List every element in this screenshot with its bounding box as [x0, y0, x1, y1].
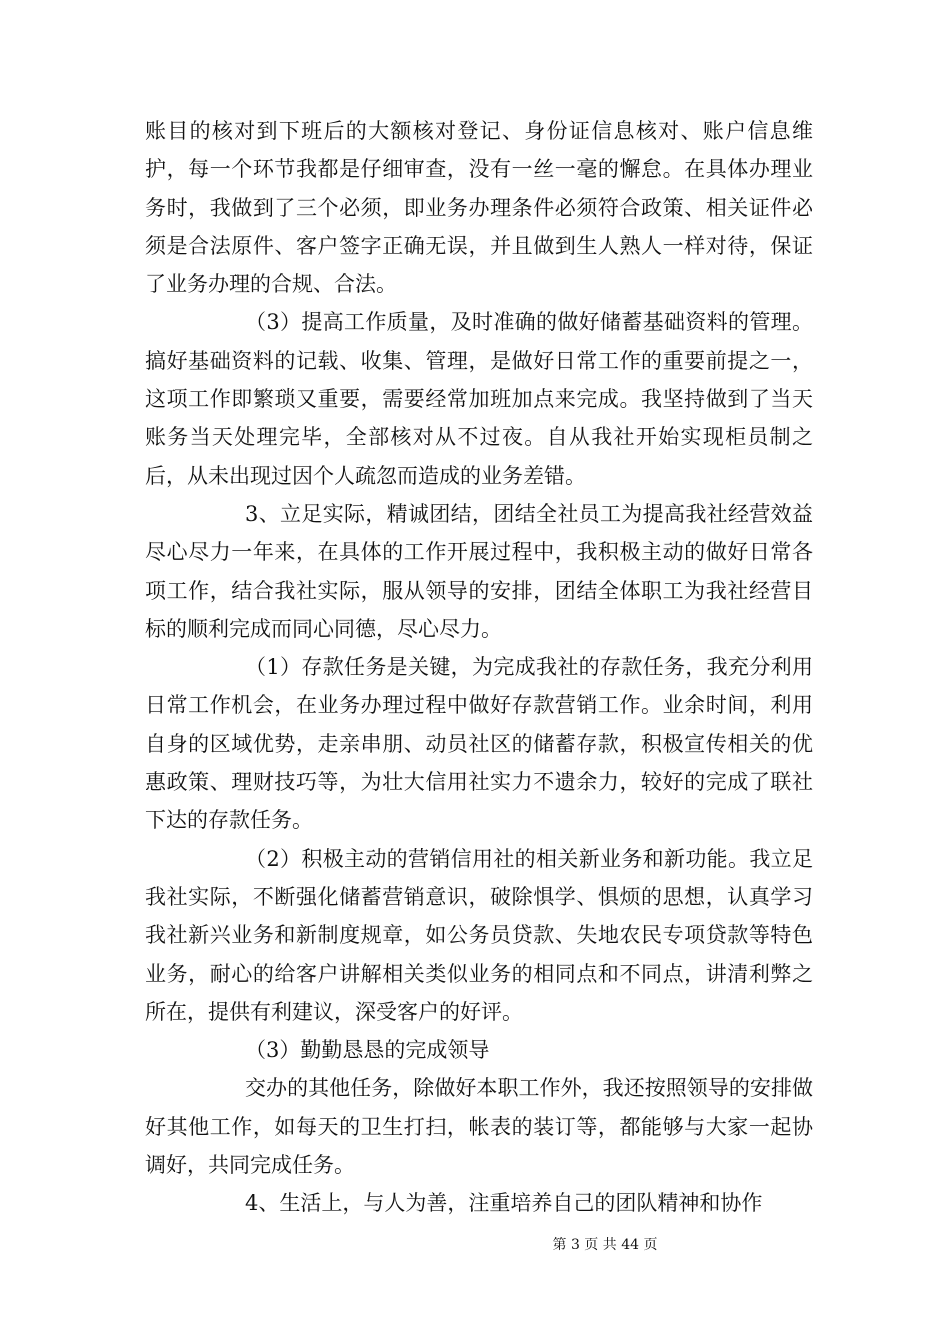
paragraph-work-quality: （3）提高工作质量，及时准确的做好储蓄基础资料的管理。搞好基础资料的记载、收集、管理，是做好日常工作的重要前提之一，这项工作即繁琐又重要，需要经常加班加点来完成。我坚持做到了当天账务当天处理完毕，全部核对从不过夜。自从我社开始实现柜员制之后，从未出现过因个人疏忽而造成的业务差错。 [145, 310, 813, 488]
paragraph-new-business: （2）积极主动的营销信用社的相关新业务和新功能。我立足我社实际，不断强化储蓄营销意识，破除惧学、惧烦的思想，认真学习我社新兴业务和新制度规章，如公务员贷款、失地农民专项贷款等特色业务，耐心的给客户讲解相关类似业务的相同点和不同点，讲清利弊之所在，提供有利建议，深受客户的好评。 [145, 846, 813, 1024]
paragraph-unity: 3、立足实际，精诚团结，团结全社员工为提高我社经营效益尽心尽力一年来，在具体的工作开展过程中，我积极主动的做好日常各项工作，结合我社实际，服从领导的安排，团结全体职工为我社经营目标的顺利完成而同心同德，尽心尽力。 [145, 501, 813, 641]
paragraph-other-tasks: 交办的其他任务，除做好本职工作外，我还按照领导的安排做好其他工作，如每天的卫生打扫，帐表的装订等，都能够与大家一起协调好，共同完成任务。 [145, 1076, 813, 1178]
paragraph-life-teamwork: 4、生活上，与人为善，注重培养自己的团队精神和协作 [245, 1191, 763, 1216]
paragraph-account-verification: 账目的核对到下班后的大额核对登记、身份证信息核对、账户信息维护，每一个环节我都是仔细审查，没有一丝一毫的懈怠。在具体办理业务时，我做到了三个必须，即业务办理条件必须符合政策、相关证件必须是合法原件、客户签字正确无误，并且做到生人熟人一样对待，保证了业务办理的合规、合法。 [145, 119, 813, 297]
paragraph-deposit-task: （1）存款任务是关键，为完成我社的存款任务，我充分利用日常工作机会，在业务办理过程中做好存款营销工作。业余时间，利用自身的区域优势，走亲串朋、动员社区的储蓄存款，积极宣传相关的优惠政策、理财技巧等，为壮大信用社实力不遗余力，较好的完成了联社下达的存款任务。 [145, 655, 813, 833]
document-body [145, 112, 813, 1223]
paragraph-leader-tasks-heading: （3）勤勤恳恳的完成领导 [245, 1038, 490, 1063]
page-number-footer: 第 3 页 共 44 页 [552, 1237, 658, 1253]
